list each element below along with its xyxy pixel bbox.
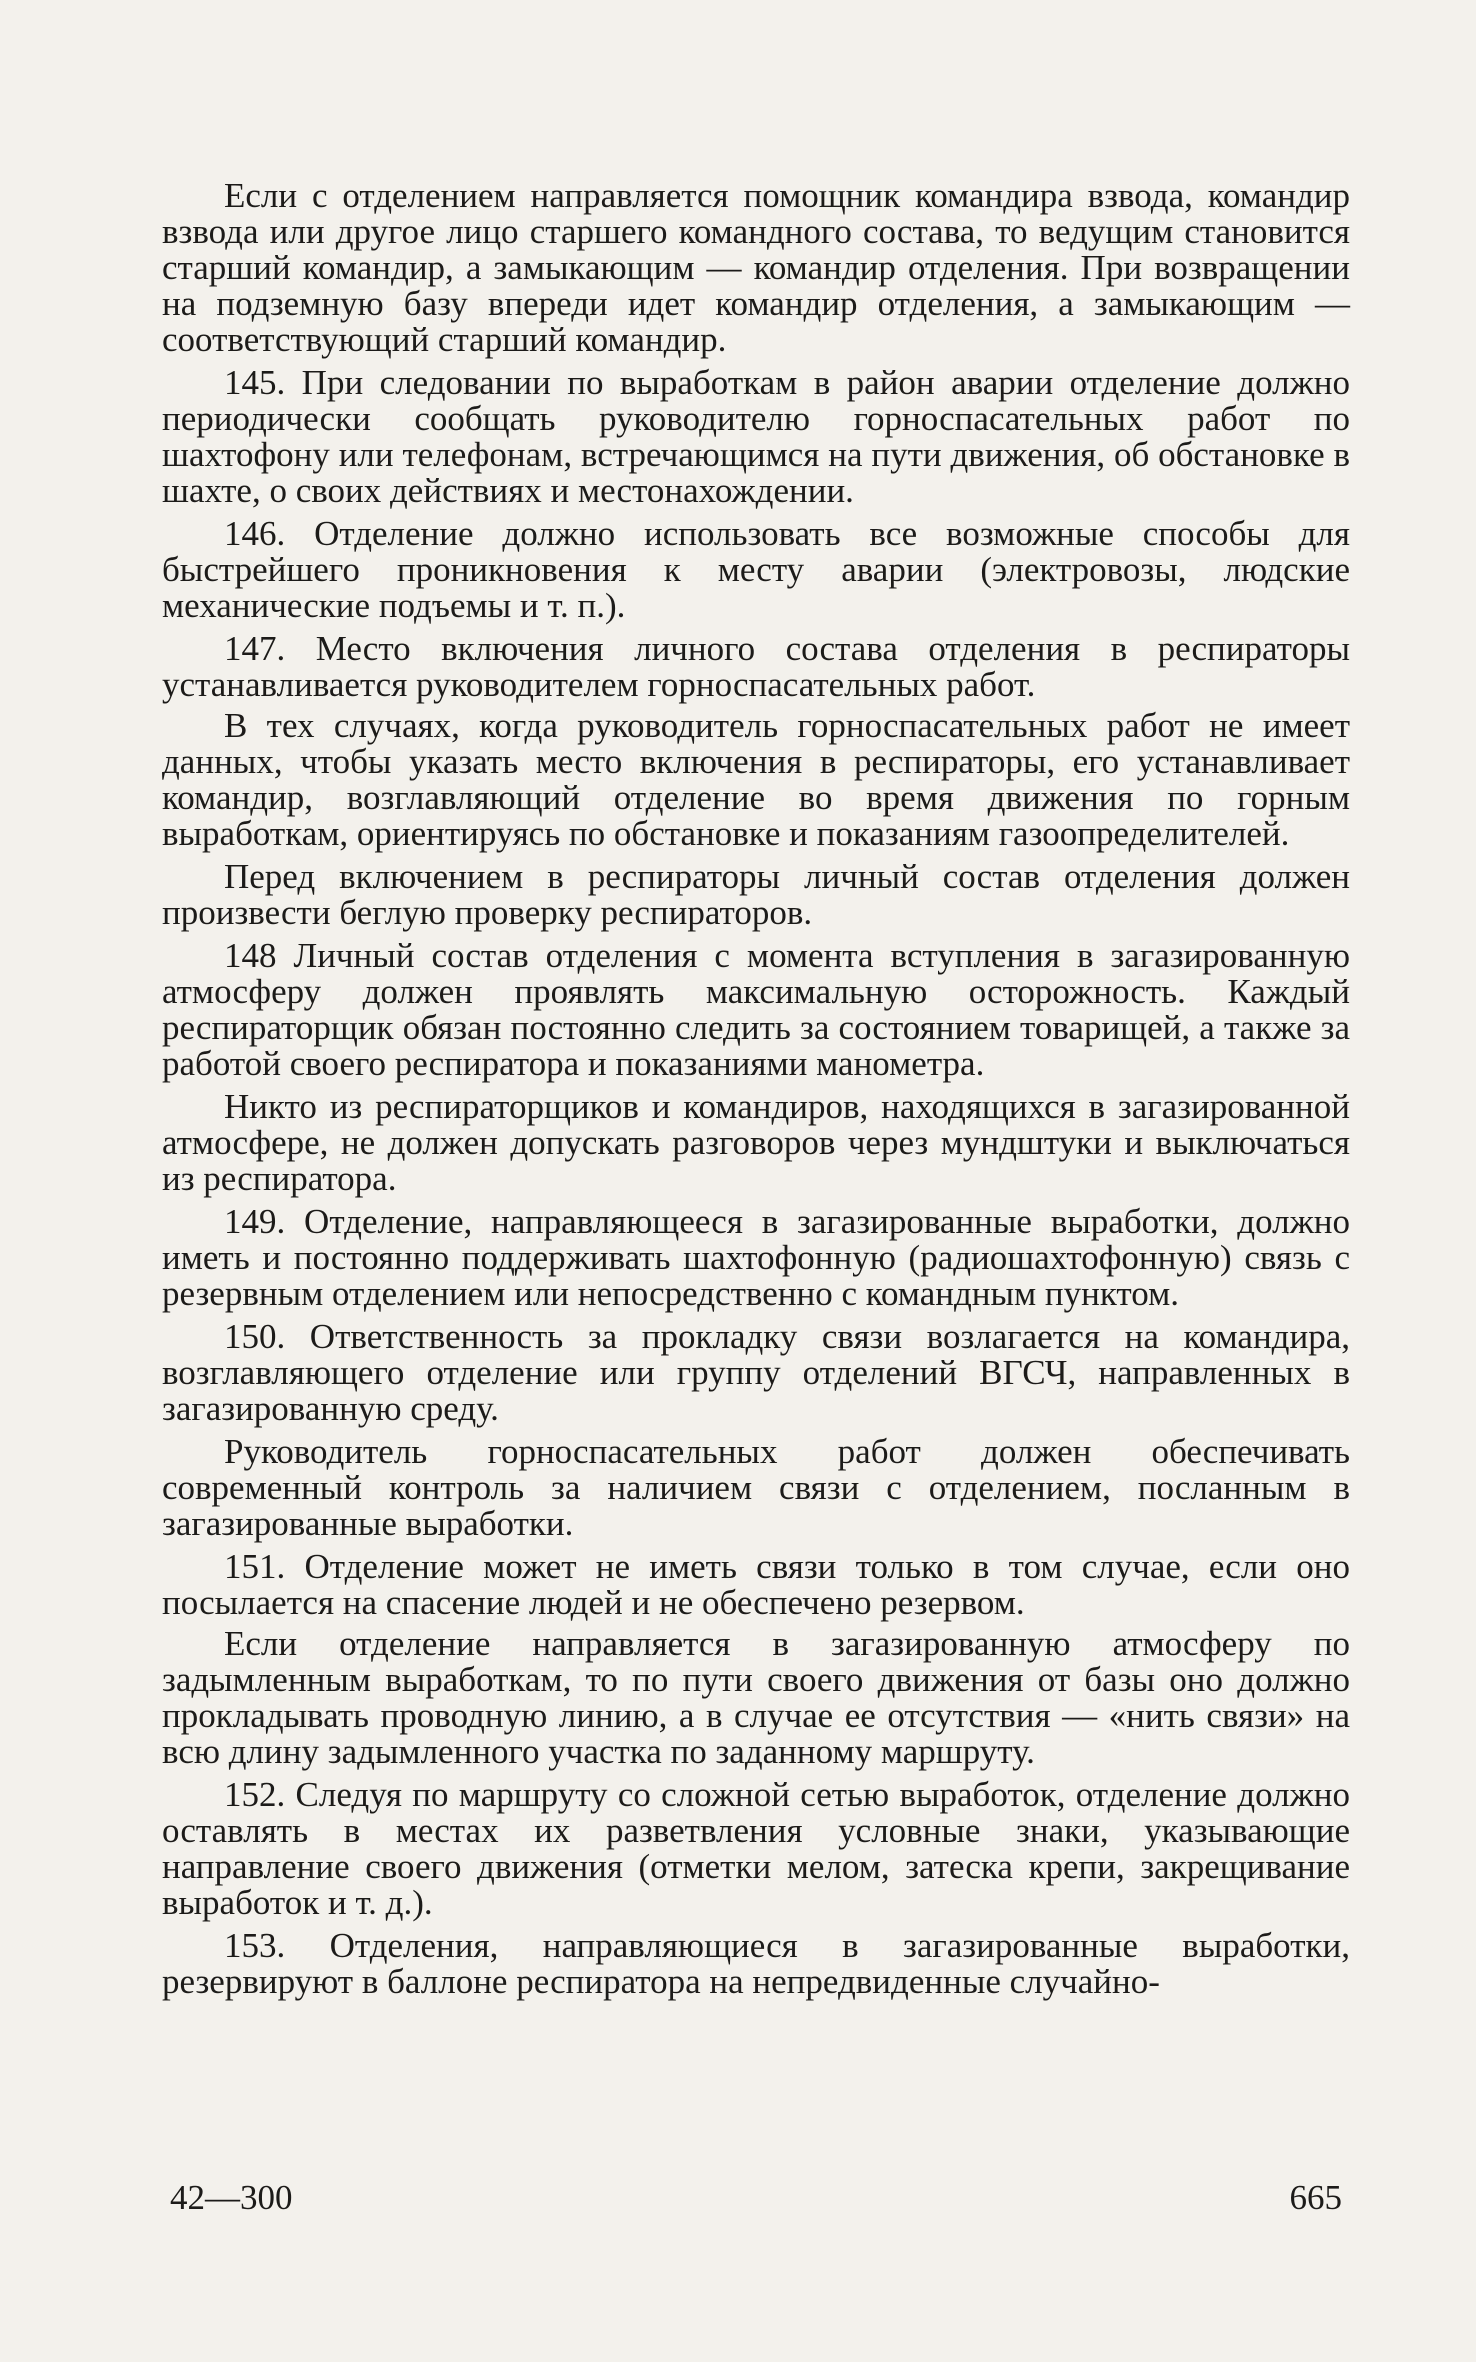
printer-signature: 42—300 [170,2178,293,2217]
paragraph-145: 145. При следовании по выработкам в район аварии отделение должно периодически сообщать руководителю горноспасательных работ по шахтофону или телефонам, встречающимся на пути движения, об обстановке в шахте, о своих действиях и местонахождении. [162,363,1350,510]
paragraph-151-continued: Если отделение направляется в загазированную атмосферу по задымленным выработкам, то по пути своего движения от базы оно должно прокладывать проводную линию, а в случае ее отсутствия — «нить связи» на всю длину задымленного участка по заданному маршруту. [162,1624,1350,1771]
paragraph-153: 153. Отделения, направляющиеся в загазированные выработки, резервируют в баллоне респиратора на непредвиденные случайно- [162,1926,1350,2001]
paragraph-147: 147. Место включения личного состава отделения в респираторы устанавливается руководителем горноспасательных работ. [162,629,1350,704]
paragraph-147-continued: В тех случаях, когда руководитель горноспасательных работ не имеет данных, чтобы указать место включения в респираторы, его устанавливает командир, возглавляющий отделение во время движения по горным выработкам, ориентируясь по обстановке и показаниям газоопределителей. [162,706,1350,853]
page-number: 665 [1289,2178,1342,2217]
paragraph-152: 152. Следуя по маршруту со сложной сетью выработок, отделение должно оставлять в местах их разветвления условные знаки, указывающие направление своего движения (отметки мелом, затеска крепи, закрещивание выработок и т. д.). [162,1775,1350,1922]
page-text [162,178,1350,2007]
paragraph-151: 151. Отделение может не иметь связи только в том случае, если оно посылается на спасение людей и не обеспечено резервом. [162,1547,1350,1622]
paragraph-148: 148 Личный состав отделения с момента вступления в загазированную атмосферу должен проявлять максимальную осторожность. Каждый респираторщик обязан постоянно следить за состоянием товарищей, а также за работой своего респиратора и показаниями манометра. [162,936,1350,1083]
paragraph-150: 150. Ответственность за прокладку связи возлагается на командира, возглавляющего отделение или группу отделений ВГСЧ, направленных в загазированную среду. [162,1317,1350,1428]
paragraph-1: Если с отделением направляется помощник командира взвода, командир взвода или другое лицо старшего командного состава, то ведущим становится старший командир, а замыкающим — командир отделения. При возвращении на подземную базу впереди идет командир отделения, а замыкающим — соответствующий старший командир. [162,176,1350,359]
paragraph-150-continued: Руководитель горноспасательных работ должен обеспечивать современный контроль за наличием связи с отделением, посланным в загазированные выработки. [162,1432,1350,1543]
page-footer [162,2178,1350,2218]
paragraph-148-continued: Никто из респираторщиков и командиров, находящихся в загазированной атмосфере, не должен допускать разговоров через мундштуки и выключаться из респиратора. [162,1087,1350,1198]
paragraph-146: 146. Отделение должно использовать все возможные способы для быстрейшего проникновения к месту аварии (электровозы, людские механические подъемы и т. п.). [162,514,1350,625]
paragraph-149: 149. Отделение, направляющееся в загазированные выработки, должно иметь и постоянно поддерживать шахтофонную (радиошахтофонную) связь с резервным отделением или непосредственно с командным пунктом. [162,1202,1350,1313]
paragraph-147-check: Перед включением в респираторы личный состав отделения должен произвести беглую проверку респираторов. [162,857,1350,932]
